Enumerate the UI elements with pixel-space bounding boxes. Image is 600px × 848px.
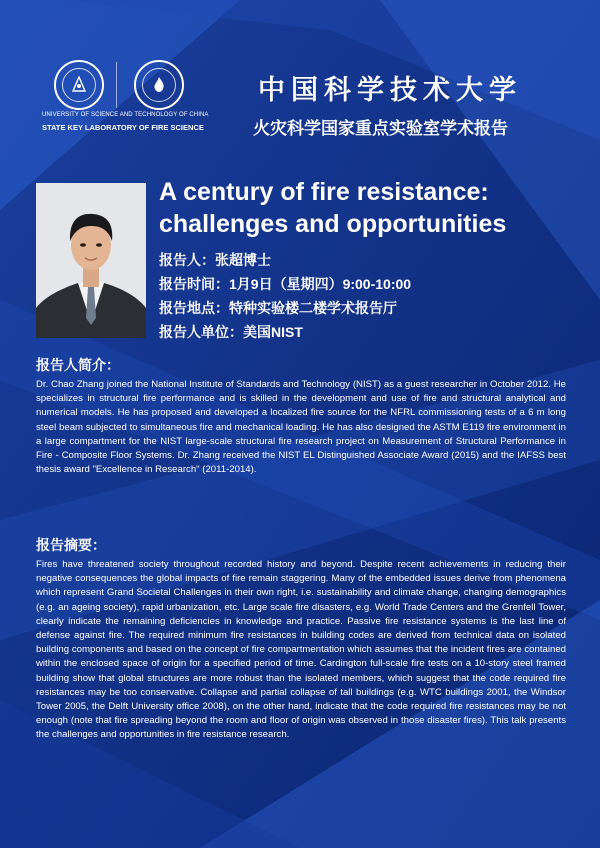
talk-title (159, 176, 506, 240)
bio-heading: 报告人简介： (36, 357, 120, 373)
place-value: 特种实验楼二楼学术报告厅 (229, 300, 397, 316)
affiliation-value: 美国NIST (243, 324, 303, 340)
bio-text: Dr. Chao Zhang joined the National Institute of Standards and Technology (NIST) as a guest researcher in October 2012. He specializes in structural fire performance and is skilled in the development and use of fire and structural analytical and numerical models. He has proposed and developed a localized fire source for the NFRL commissioning tests of a 6 m long steel beam subjected to simultaneous fire and mechanical loading. He has also designed the ASTM E119 fire environment in a large compartment for the NIST large-scale structural fire research project on Measurement of Structural Performance in Fire - Composite Floor Systems. Dr. Zhang received the NIST EL Distinguished Associate Award (2015) and the IAFSS best thesis award "Excellence in Research" (2011-2014). (36, 379, 566, 476)
time-value: 1月9日（星期四）9:00-10:00 (229, 276, 412, 292)
speaker-name: 张超博士 (215, 252, 271, 268)
abstract-heading: 报告摘要： (36, 537, 106, 553)
speaker-line (159, 250, 271, 270)
abstract-text: Fires have threatened society throughout recorded history and beyond. Despite recent achievements in reducing their negative consequences the global impacts of fire remain staggering. Many of the embedded issues derive from phenomena which represent Grand Societal Challenges in their own right, i.e. sustainability and climate change, changing demographics (e.g. an ageing society), rapid urbanization, etc. Large scale fire disasters, e.g. World Trade Centers and the Grenfell Tower, clearly indicate the remaining deficiencies in knowledge and practice. Passive fire resistance systems is the last line of defense against fire. The required minimum fire resistances in building codes are derived from technical data on isolated building components and based on the concept of fire compartmentation which assumes that the incident fires are contained within the enclosed space of origin for a specified period of time. Cardington full-scale fire tests on a 10-story steel framed building show that global structures are more robust than the isolated members, which suggest that the code required fire resistances may be too conservative. Collapse and partial collapse of tall buildings (e.g. WTC buildings 2001, the Windsor Tower 2005, the Delft University office 2008), on the other hand, indicate that the code required fire resistances may be not enough (note that fire spreading beyond the room and floor of origin was observed in those disaster fires). This talk presents the challenges and opportunities in fire resistance research. (36, 559, 566, 741)
ustc-logo (54, 60, 104, 110)
lab-name-cn: 火灾科学国家重点实验室学术报告 (253, 119, 508, 138)
lab-name-en: STATE KEY LABORATORY OF FIRE SCIENCE (42, 123, 204, 132)
logo-divider (116, 62, 117, 108)
fire-lab-logo (134, 60, 184, 110)
university-name-en: UNIVERSITY OF SCIENCE AND TECHNOLOGY OF CHINA (42, 112, 209, 118)
affiliation-line (159, 322, 303, 342)
talk-title-line1: A century of fire resistance: (159, 178, 489, 206)
affiliation-label: 报告人单位： (159, 324, 243, 340)
talk-title-line2: challenges and opportunities (159, 210, 507, 238)
time-label: 报告时间： (159, 276, 229, 292)
time-line (159, 274, 411, 294)
speaker-photo (36, 183, 146, 338)
speaker-label: 报告人： (159, 252, 215, 268)
university-name-cn: 中国科学技术大学 (258, 75, 522, 106)
place-label: 报告地点： (159, 300, 229, 316)
place-line (159, 298, 397, 318)
